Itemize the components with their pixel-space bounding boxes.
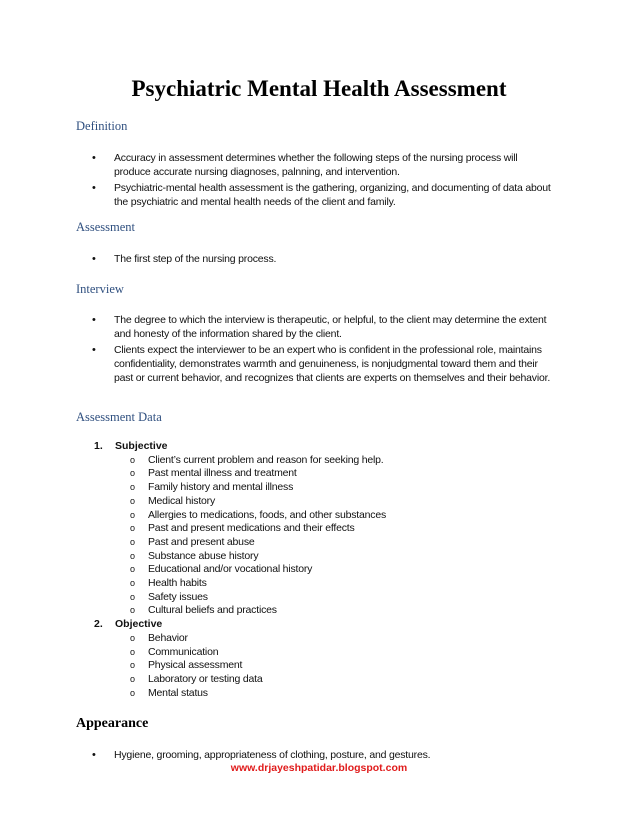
circle-bullet-icon: o <box>130 605 135 616</box>
circle-bullet-icon: o <box>130 564 135 575</box>
circle-bullet-icon: o <box>130 687 135 698</box>
list-item: o Substance abuse history <box>130 549 259 562</box>
circle-bullet-icon: o <box>130 660 135 671</box>
interview-list <box>92 313 552 387</box>
bullet-icon: • <box>92 344 96 356</box>
circle-bullet-icon: o <box>130 468 135 479</box>
list-item: • The first step of the nursing process. <box>92 253 277 265</box>
list-item: o Laboratory or testing data <box>130 672 263 685</box>
list-item: o Physical assessment <box>130 659 243 672</box>
list-item: o Allergies to medications, foods, and other substances <box>130 508 387 521</box>
page-title: Psychiatric Mental Health Assessment <box>131 76 507 101</box>
list-item: o Safety issues <box>130 590 208 603</box>
circle-bullet-icon: o <box>130 536 135 547</box>
list-item: o Mental status <box>130 686 208 699</box>
list-item: • Accuracy in assessment determines whether the following steps of the nursing process will produce accurate nursing diagnoses, palnning, and intervention. <box>92 152 518 178</box>
list-item: o Educational and/or vocational history <box>130 563 313 576</box>
circle-bullet-icon: o <box>130 591 135 602</box>
circle-bullet-icon: o <box>130 495 135 506</box>
list-item: • Hygiene, grooming, appropriateness of clothing, posture, and gestures. <box>92 749 431 761</box>
list-item: o Cultural beliefs and practices <box>130 604 277 617</box>
footer-url: www.drjayeshpatidar.blogspot.com <box>230 762 408 774</box>
assessment-list <box>92 252 552 268</box>
list-item: o Client’s current problem and reason for seeking help. <box>130 453 384 466</box>
list-item: o Medical history <box>130 494 216 507</box>
list-item: o Past and present medications and their effects <box>130 522 355 535</box>
list-item: o Past and present abuse <box>130 535 255 548</box>
appearance-heading: Appearance <box>76 716 149 731</box>
circle-bullet-icon: o <box>130 509 135 520</box>
list-item: o Health habits <box>130 577 207 590</box>
circle-bullet-icon: o <box>130 550 135 561</box>
subjective-list <box>94 454 494 618</box>
circle-bullet-icon: o <box>130 454 135 465</box>
circle-bullet-icon: o <box>130 632 135 643</box>
list-item: o Communication <box>130 645 219 658</box>
assessment-data-heading: Assessment Data <box>76 410 162 424</box>
bullet-icon: • <box>92 182 96 194</box>
definition-list <box>92 151 552 211</box>
circle-bullet-icon: o <box>130 523 135 534</box>
bullet-icon: • <box>92 314 96 326</box>
bullet-icon: • <box>92 749 96 761</box>
circle-bullet-icon: o <box>130 578 135 589</box>
bullet-icon: • <box>92 253 96 265</box>
subjective-title: 1. Subjective <box>94 440 168 452</box>
subjective-block <box>94 440 494 700</box>
list-item: • Psychiatric-mental health assessment is the gathering, organizing, and documenting of data about the psychiatric and mental health needs of the client and family. <box>92 182 551 208</box>
objective-title: 2. Objective <box>94 618 163 631</box>
list-item: o Behavior <box>130 631 188 644</box>
assessment-heading: Assessment <box>76 220 136 234</box>
interview-heading: Interview <box>76 282 124 296</box>
objective-list <box>94 632 494 701</box>
circle-bullet-icon: o <box>130 673 135 684</box>
circle-bullet-icon: o <box>130 646 135 657</box>
list-item: • The degree to which the interview is therapeutic, or helpful, to the client may determine the extent and honesty of the information shared by the client. <box>92 314 547 340</box>
definition-heading: Definition <box>76 119 128 133</box>
circle-bullet-icon: o <box>130 482 135 493</box>
bullet-icon: • <box>92 152 96 164</box>
list-item: o Family history and mental illness <box>130 481 294 494</box>
list-item: • Clients expect the interviewer to be an expert who is confident in the professional role, maintains confidentiality, demonstrates warmth and genuineness, is nonjudgmental toward them and their past or current behavior, and recognizes that clients are experts on themselves and their behavior. <box>92 344 551 384</box>
list-item: o Past mental illness and treatment <box>130 467 297 480</box>
